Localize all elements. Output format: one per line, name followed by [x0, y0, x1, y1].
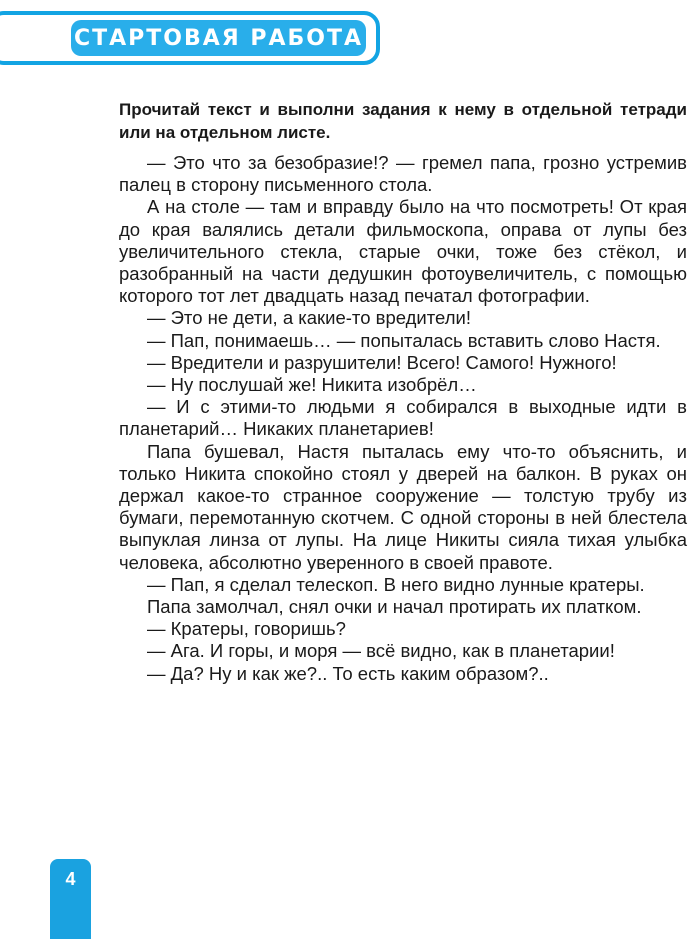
section-banner-fill: [71, 20, 366, 56]
story-paragraph: — Это что за безобразие!? — гремел папа, грозно устремив палец в сторону письменного стола.: [119, 152, 687, 196]
story-paragraph: — И с этими-то людьми я собирался в выходные идти в планетарий… Никаких планетариев!: [119, 396, 687, 440]
story-paragraph: — Ну послушай же! Никита изобрёл…: [147, 374, 477, 396]
story-paragraph: Папа замолчал, снял очки и начал протирать их платком.: [147, 596, 642, 618]
story-paragraph: — Пап, понимаешь… — попыталась вставить слово Настя.: [147, 329, 661, 351]
story-paragraph: — Вредители и разрушители! Всего! Самого! Нужного!: [147, 351, 617, 373]
story-paragraph: — Ага. И горы, и моря — всё видно, как в планетарии!: [147, 640, 615, 662]
story-paragraph: А на столе — там и вправду было на что посмотреть! От края до края валялись детали фильмоскопа, оправа от лупы без увеличительного стекла, старые очки, тоже без стёкол, и разобранный на части дедушкин фотоувеличитель, с помощью которого тот лет двадцать назад печатал фотографии.: [119, 196, 687, 307]
task-instruction: Прочитай текст и выполни задания к нему в отдельной тетради или на отдельном листе.: [119, 100, 687, 142]
page-number: 4: [65, 869, 76, 889]
section-banner: [0, 11, 380, 65]
story-paragraph: — Пап, я сделал телескоп. В него видно лунные кратеры.: [147, 573, 645, 595]
page-content: [119, 98, 687, 685]
story-paragraph: — Да? Ну и как же?.. То есть каким образом?..: [147, 662, 549, 684]
story-paragraph: — Это не дети, а какие-то вредители!: [147, 307, 471, 329]
story-paragraph: Папа бушевал, Настя пыталась ему что-то объяснить, и только Никита спокойно стоял у дверей на балкон. В руках он держал какое-то странное сооружение — толстую трубу из бумаги, перемотанную скотчем. С одной стороны в ней блестела выпуклая линза от лупы. На лице Никиты сияла тихая улыбка человека, абсолютно уверенного в своей правоте.: [119, 440, 687, 573]
story-paragraph: — Кратеры, говоришь?: [147, 618, 346, 640]
section-title: СТАРТОВАЯ РАБОТА: [73, 25, 364, 51]
page-number-tab: [50, 859, 91, 939]
